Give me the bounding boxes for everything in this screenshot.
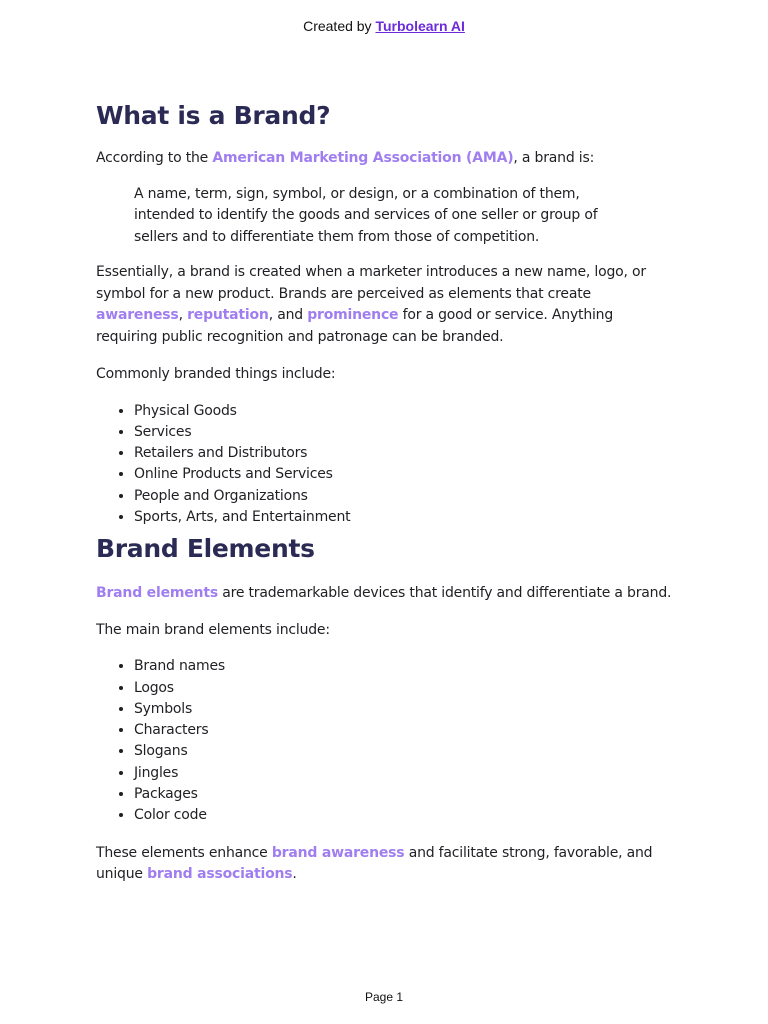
ama-definition-quote: A name, term, sign, symbol, or design, or a combination of them, intended to identify the goods and services of one seller or group of sellers and to differentiate them from those of competition. [134,185,598,245]
branded-things-list [96,401,676,529]
list-item: • Symbols [134,699,676,720]
page-number: Page 1 [364,990,404,1004]
essentially-paragraph [96,262,676,348]
closing-paragraph [96,843,676,886]
term-brand-awareness: brand awareness [271,844,405,861]
intro-text: According to the [96,150,213,166]
list-item: • Jingles [134,763,676,784]
branded-things-intro: Commonly branded things include: [96,366,336,382]
ama-term: American Marketing Association (AMA) [212,150,514,166]
para-text-1: Essentially, a brand is created when a marketer introduces a new name, logo, or symbol for a new product. Brands are perceived as elements that create [96,264,646,302]
term-prominence: prominence [307,307,399,323]
document-content [96,96,676,886]
closing-text-3: . [292,866,297,883]
para-text-4: for a good or service. Anything requiring public recognition and patronage can be branded. [96,307,614,345]
para-text-2: , [178,307,188,323]
list-item: • People and Organizations [134,486,676,507]
term-awareness: awareness [96,307,179,323]
term-brand-elements: Brand elements [96,585,218,602]
list-item: • Color code [134,805,676,826]
closing-text-2: and facilitate strong, favorable, and unique [96,844,653,883]
closing-text-1: These elements enhance [96,844,272,861]
brand-elements-list [96,656,676,826]
page-header [0,18,768,34]
list-item: • Sports, Arts, and Entertainment [134,507,676,528]
list-item: • Brand names [134,656,676,677]
section-title-what-is-brand: What is a Brand? [96,101,331,130]
header-prefix: Created by [303,18,376,34]
turbolearn-link[interactable]: Turbolearn AI [375,18,465,34]
list-item: • Online Products and Services [134,464,676,485]
term-brand-associations: brand associations [147,866,293,883]
definition-text: are trademarkable devices that identify and differentiate a brand. [217,585,672,602]
list-item: • Characters [134,720,676,741]
list-item: • Slogans [134,741,676,762]
list-item: • Retailers and Distributors [134,443,676,464]
list-item: • Packages [134,784,676,805]
term-reputation: reputation [187,307,269,323]
brand-elements-definition [96,583,676,605]
section-title-brand-elements: Brand Elements [96,534,315,564]
intro-text-end: , a brand is: [513,150,595,166]
intro-paragraph [96,148,676,170]
list-item: • Physical Goods [134,401,676,422]
list-item: • Logos [134,678,676,699]
brand-elements-intro: The main brand elements include: [96,621,330,638]
list-item: • Services [134,422,676,443]
para-text-3: , and [268,307,308,323]
